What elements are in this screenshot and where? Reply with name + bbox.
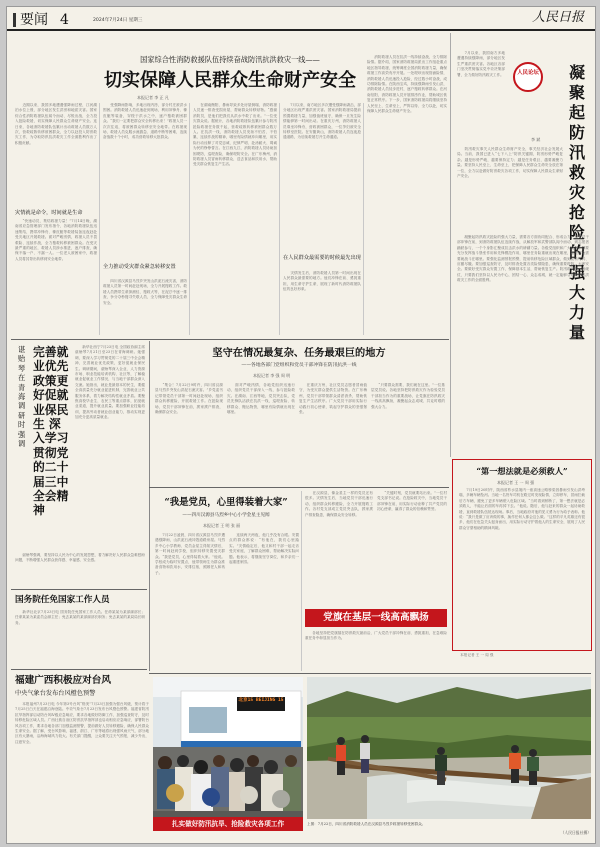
party-col-1: 7月22日凌晨，四川省汉源县马烈乡遭遇强降雨，山洪泥石流冲毁道路房屋。马烈乡中心小学教师、党员金星主得知灾情后，第一时间赶到学校，组织转移安置受灾群众。“我是党员，心里得装着大家。”他说。学校成为临时安置点，他带领师生为群众准备食物和饮用水，安排住宿，照顾老人和孩子。 [155,533,225,575]
photo-left-caption: 扎实做好防汛抗旱、抢险救灾各项工作 [171,820,285,828]
party-col-5: 各地坚持把党旗插在防汛救灾最前沿，广大党员干部冲锋在前、勇挑重担，在急难险重任务中彰显担当作为。 [305,631,447,641]
party-col-4: “关键时刻，党员就要站出来。”一位村党支部书记说。在抢险救灾中，当地党员干部冲锋在前，用实际行动诠释了共产党员的初心使命，赢得了群众的信赖和赞誉。 [377,491,447,512]
commentary-badge [513,62,543,92]
lead-col-1: 近期以来，我国多地遭遇强降雨过程，江河湖泊水位上涨，部分地区发生洪涝和地质灾害。国家综合性消防救援队伍闻令而动、尽锐出战，全力投入抢险救援，切实保障人民群众生命财产安全。连日来，各地消防救援队伍累计出动救援人员数万人次，营救疏散转移被困群众，全力以赴投入防汛救灾工作，为夺取防汛抗洪救灾工作全面胜利作出了积极贡献。 [15,103,97,145]
centre-byline: 本报记者 李 强 周 明 [253,373,291,378]
lead-col-1b: “快速动员，集结救援力量！”7月14日晚，湖南省应急管理部门发布指令，各地消防救援队伍迅速集结，携带冲锋舟、橡皮艇等救援装备连夜赶赴受灾地区开展救援。面对严峻汛情，救援人员不畏艰险、连续作战，全力搜救转移被困群众。在受灾最严重的地区，救援人员涉水推进，逐户排查，确保不落一户、不漏一人。一位老人被困家中，救援人员将其背出转移到安全地带。 [15,219,97,261]
bus-sign [237,697,285,711]
party-subtitle: ——四川汉源县马烈乡中心小学金星主见闻 [182,513,270,518]
fujian-headline: 福建广西积极应对台风 [15,675,111,686]
xi-bottom-rule [11,589,147,590]
centre-subtitle: ——各地各部门党组织和党员干部冲锋在防汛抗洪一线 [241,363,357,368]
party-divider [301,491,302,671]
centre-col-1: “集合！7月22日9时许，四川省汉源县马烈乡突发山洪泥石流灾害。”乡党委书记带领党员干部第一时间赶赴现场，组织群众转移避险，开展救援工作。在抢险现场，党员干部冲锋在前，挨家挨户排查，确保群众安全。 [155,383,223,415]
centre-col-4: “只要群众需要，我们就在这里。”一位基层党员说。各地坚持把防汛救灾作为检验党员干部担当作为的重要战场，让党旗在防汛救灾一线高高飘扬，凝聚起众志成城、共克时艰的强大合力。 [371,383,445,409]
party-col-3: 在汉源县，像金星主一样的党员还有很多。灾情发生后，当地党员干部迅速行动，组织群众转移避险，全力开展搜救工作。各村党支部成立党员突击队，挨家挨户排查隐患，确保群众安全转移。 [305,491,373,517]
lead-headline: 切实保障人民群众生命财产安全 [104,70,356,91]
lead-subhead-3: 在人民群众最需要的时候最先出现 [283,255,361,261]
photo-right [307,677,591,819]
footer-credit: （人民日报社摄） [560,830,591,835]
date-line: 2024年7月24日 星期三 [93,18,143,23]
commentary-divider [450,33,451,457]
fujian-subhead: 中央气象台发布台风橙色预警 [15,690,96,697]
section-label: 要闻 [20,12,48,28]
state-council-text: 新华社北京7月23日电 国务院任免国家工作人员。任命某某为某部副部长；任命某某为某委员会副主任；免去某某的某部副部长职务；免去某某的某局局长职务。 [15,610,145,625]
xi-text-b: 谌贻琴强调，要坚持以人民为中心的发展思想，着力解决好人民群众急难愁盼问题，不断增强人民群众获得感、幸福感、安全感。 [15,553,145,563]
xi-text-a: 新华社西宁7月23日电 全国政协副主席谌贻琴7月21日至23日在青海调研。她强调，要深入学习贯彻党的二十届三中全会精神，完善就业优先政策，更好促就业保民生。调研期间，谌贻琴深入企业、人力资源市场、职业技能培训机构、社区等，了解稳就业促就业工作情况，与当地干部群众深入交流。她指出，就业是最基本的民生，要健全高质量充分就业促进机制，完善就业公共服务体系，着力解决结构性就业矛盾。要聚焦高校毕业生、农民工等重点群体，拓宽就业渠道，提升就业质量。要加强职业技能培训，提高劳动者就业创业能力，推动实现更加充分更高质量就业。 [75,345,145,420]
party-banner [305,609,447,627]
lead-col-2b: 四川省汉源县马烈乡突发山洪泥石流灾害，消防救援人员第一时间赶赴现场，全力开展搜救工作。救援人员携带生命探测仪、搜救犬等，在泥泞中逐一排查，争分夺秒搜寻失联人员，全力保障受灾群众生命安全。 [103,279,187,305]
lead-subhead-1: 灾情就是命令，时间就是生命 [15,210,83,216]
boxed-right-tail: 本报记者 王 一 周 强 [453,653,494,657]
xi-headline: 完善就业优先政策更好促就业保民生 深入学习贯彻党的二十届三中全会精神 [33,345,69,518]
lead-col-4: 7月以来，南方地区多次遭受强降雨袭击，部分地区出现严重洪涝灾害。国家消防救援局提前预置救援力量，加强值班值守，确保一旦发生险情能够第一时间出动。在重庆万州，消防救援人员乘坐冲锋舟，营救被困群众，一位孕妇被安全转移至医院。在安徽黄山，消防救援人员连夜抢通道路，为后续救援打开生命通道。 [283,103,361,140]
commentary-badge-label: 人民论坛 [517,70,539,76]
masthead-rule [7,29,595,31]
boxed-text: 7月19日20时许，陕西省柞水县境内一座高速公路桥梁因暴雨引发山洪垮塌，多辆车辆坠河。当地一名货车司机在路过时发现险情，立即停车，冒雨拦截后方车辆，避免了更多车辆驶入危险区域。“当时看到桥断了，第一想法就是必须救人，不能让后面的车再掉下去。”他说。随后，他与赶来的群众一起协助救援，直到救援队伍抵达现场。事后，当地政府对他的见义勇为行为给予表彰。他说：“我只是做了应该做的事，换作任何人都会这么做。”这样的平凡英雄还有很多，他们在危急关头挺身而出，用实际行动守护着他人的生命安全，展现了人民群众守望相助的精神风貌。 [459,488,585,530]
photo-right-caption: 上图：7月22日，四川省消防救援人员在汉源县马烈乡救援转移受困群众。 [307,822,426,826]
party-banner-label: 党旗在基层一线高高飘扬 [323,612,429,623]
photo-left [153,677,303,831]
commentary-text-low: 凝聚起防汛救灾抢险的强大力量，需要各方面协同配合、形成合力。从党员干部冲锋在前，到消防救援队伍连续作战，从解放军和武警部队闻令而动，到志愿者踊跃参与，一个个身影汇聚成抗击洪水的磅礴力量。各级党组织和广大党员干部要充分发挥战斗堡垒作用和先锋模范作用，哪里任务险重就出现在哪里，哪里群众需要就战斗在哪里。要强化监测预报预警，提前转移危险区域群众，做到应转尽转、应撤尽撤。要加强巡查防守，及时排查处置各类险情隐患，确保重要堤防、水库安全。要做好受灾群众安置工作，保障基本生活，帮助恢复生产。防汛救灾是一场硬仗，只要我们坚持以人民为中心，团结一心、众志成城，就一定能够夺取防汛抗洪救灾工作的全面胜利。 [457,235,589,283]
lead-col-divider-4 [363,103,364,335]
lead-col-3: 在湖南衡阳，暴雨导致多处房屋倒塌，消防救援人员逐一排查受损房屋，帮助群众转移财物。“感谢消防员，是他们把我们从洪水中救了出来。”一位受灾群众说。据统计，各地消防救援队伍累计参与防汛抢险救援任务数千起，营救疏散转移被困群众数万人。在抗洪一线，消防救援人员发扬不怕苦、不怕累、连续作战的精神，哪里有险情就冲向哪里，用实际行动诠释了对党忠诚、纪律严明、赴汤蹈火、竭诚为民的铮铮誓言。在江西九江，消防救援人员协助加固堤防，巡堤查险，确保堤防安全。在广东梅州，消防救援人员冒雨转移群众，送去食品和饮用水，帮助受灾群众恢复生产生活。 [193,103,277,167]
state-council-headline: 国务院任免国家工作人员 [15,595,110,605]
party-byline: 本报记者 王 明 张 丽 [203,523,241,528]
lead-col-5: 消防救援人员在抗洪一线持续奋战，全力排除险情。据介绍，国家消防救援局派出工作组赴重点地区指导救援，统筹调度全国消防救援力量，确保救援工作高效有序开展。一处堤坝出现管涌险情，消防救援人员迅速投入抢险，经过数小时奋战，成功排除险情。在陕西宝鸡，持续强降雨引发山洪，消防救援人员徒步进村，逐户搜救转移群众。在河南信阳，消防救援人员开展排涝作业，帮助城区恢复正常秩序。下一步，国家消防救援局将继续坚持人民至上、生命至上，严阵以待、全力以赴，切实保障人民群众生命财产安全。 [367,55,447,114]
lead-col-divider-1 [99,103,100,335]
newspaper-logo: 人民日报 [532,10,585,25]
xi-side-title: 谌贻琴在青海调研时强调 [18,345,26,449]
section-marker [13,13,16,27]
commentary-author: 李 斌 [531,137,541,142]
photo-right-image [307,677,591,819]
fujian-text: 本报福州7月23日电 今年第3号台风“格美”7月23日加强为强台风级，预计将于7月25日白天在福建沿海登陆。中央气象台7月23日发布台风橙色预警。福建省防汛抗旱指挥部启动防台风Ⅳ级应急响应，要求各地做好防御工作，加强巡查防守，及时转移危险区域人员。广西壮族自治区防汛抗旱指挥部也启动相应应急响应，部署防台风各项工作，要求各地各部门加强监测预警，提前做好人员转移避险，确保人民群众生命安全。据了解，受台风影响，福建、浙江、广东等地将出现强风雨天气，部分地区有大暴雨，沿海海域风力较大。有关部门提醒，公众要关注天气预报，减少外出，注意安全。 [15,702,149,744]
commentary-text-mid: 防汛救灾事关人民群众生命财产安全，事关经济社会发展大局。当前，我国已进入“七下八上”防汛关键期，防汛形势严峻复杂。越是形势严峻，越要保持定力；越是任务艰巨，越要凝聚力量。要坚持人民至上、生命至上，把保障人民群众生命安全放在第一位，全力以赴做好防汛救灾各项工作，切实保障人民群众生命财产安全。 [457,147,563,179]
party-col-2: 连续两天两夜，他几乎没有合眼。安置点的群众都说：“有他在，我们心里踏实。”灾情稳定后，他又和村干部一起走访受灾家庭，了解群众困难，帮助解决实际问题。他表示，将继续坚守岗位，和乡亲们一起重建家园。 [229,533,299,565]
bus-sign-text: 北京15 BEIJING 15 [238,698,284,703]
page-number: 4 [60,12,69,28]
lead-bottom-rule [11,339,449,340]
boxed-byline: 本报记者 王 一 周 强 [497,480,535,485]
photos-top-rule [149,673,591,674]
lead-kicker: 国家综合性消防救援队伍持续奋战防汛抗洪救灾一线—— [140,55,320,64]
lead-col-2: 受强降雨影响，多地出现内涝，部分村庄被洪水围困。消防救援人员迅速赶到现场，利用冲锋舟、橡皮艇等装备，穿梭于洪水之中，逐户搜救被困群众。“我们一定要把群众安全转移出来！”救援人员一次次往返，将被困群众转移至安全地带。在救援现场，救援人员克服水流湍急、道路中断等困难，连续奋战数十个小时，成功营救转移大批群众。 [103,103,187,140]
state-council-bottom-rule [11,669,147,670]
boxed-headline: “第一想法就是必须救人” [476,466,568,476]
commentary-headline: 凝聚起防汛救灾抢险的强大力量 [569,63,586,342]
photo-left-caption-bar [153,817,303,831]
lead-byline: 本报记者 李 正 凡 [137,95,169,100]
lead-col-divider-2 [189,103,190,335]
newspaper-page [6,6,596,844]
lead-col-4b: 灾情发生后，消防救援人员第一时间出现在人民群众最需要的地方。他们冲锋在前、勇挑重担，用生命守护生命，展现了新时代消防救援队伍的良好形象。 [283,271,361,292]
centre-headline: 坚守在情况最复杂、任务最艰巨的地方 [212,347,386,359]
centre-bottom-rule [149,487,449,488]
centre-col-2: 面对严峻汛情，各地党组织迅速行动，组织党员干部深入一线，参与抢险救灾。在湖南、江西等地，党员突击队、党员先锋队活跃在抗洪一线，巡堤查险、转移群众、搬运物资，哪里有险情就出现在哪里。 [227,383,295,415]
masthead [7,7,595,29]
centre-divider-left [149,341,150,671]
lead-col-divider-3 [279,103,280,335]
party-headline: “我是党员，心里得装着大家” [164,497,288,508]
commentary-text-top: 7月以来，我国南方多地遭遇持续强降雨，部分地区发生严重洪涝灾害。各地区各部门坚决贯彻落实党中央决策部署，全力做好防汛救灾工作。 [457,51,505,77]
lead-subhead-2: 全力推动受灾群众紧急转移安置 [103,264,176,270]
centre-col-3: 在重庆万州，社区党员志愿者冒雨值守，为受灾群众提供生活物资。在广东梅州，党员干部带领群众清淤消杀，帮助恢复生产生活秩序。广大党员干部用实际行动践行初心使命，筑起守护群众的坚强堡垒。 [299,383,367,415]
boxed-story [452,459,592,651]
